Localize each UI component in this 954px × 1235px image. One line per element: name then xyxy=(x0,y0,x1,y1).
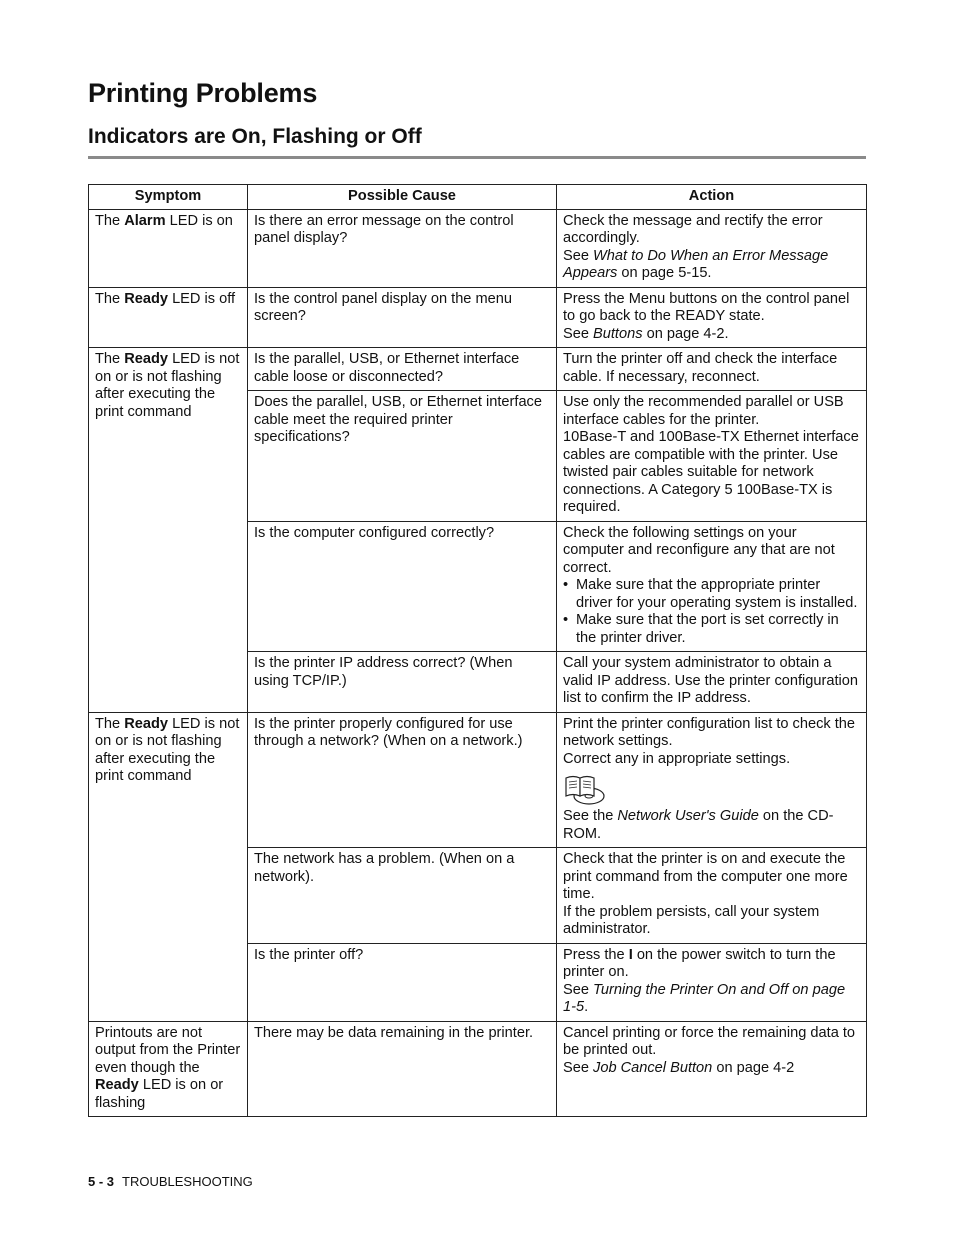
table-row xyxy=(89,287,867,348)
action-text: Cancel printing or force the remaining data to be printed out. xyxy=(563,1024,856,1058)
table-row xyxy=(89,209,867,287)
action-text: 10Base-T and 100Base-TX Ethernet interface cables are compatible with the printer. Use twisted pair cables suitable for network connections. A Category 5 100Base-TX is required. xyxy=(563,429,859,515)
cause-cell: Is the parallel, USB, or Ethernet interface cable loose or disconnected? xyxy=(248,348,557,391)
see-text: See xyxy=(563,1059,594,1076)
see-reference xyxy=(563,326,860,344)
section-divider xyxy=(88,156,866,159)
see-reference xyxy=(563,1060,860,1078)
manual-cd-icon xyxy=(563,774,607,806)
reference-title: Buttons xyxy=(593,325,643,342)
page-title: Printing Problems xyxy=(88,78,318,108)
column-header-symptom: Symptom xyxy=(89,185,248,210)
list-item: • Make sure that the port is set correctly in the printer driver. xyxy=(563,612,860,647)
led-name: Ready xyxy=(95,1077,139,1093)
reference-title: What to Do When an Error Message Appears xyxy=(563,247,829,281)
symptom-cell xyxy=(89,712,248,1021)
symptom-text: LED is off xyxy=(168,290,236,307)
symptom-cell xyxy=(89,209,248,287)
see-text: on page 5-15. xyxy=(617,265,712,281)
action-text-part: Press the xyxy=(563,946,629,963)
action-cell xyxy=(557,1021,867,1117)
symptom-text: Printouts are not output from the Printer even though the xyxy=(95,1024,241,1076)
action-text: Print the printer configuration list to check the network settings. xyxy=(563,715,856,749)
see-reference xyxy=(563,248,860,283)
symptom-text: The xyxy=(95,351,125,367)
cause-cell: Is the printer off? xyxy=(248,943,557,1021)
action-text xyxy=(563,947,860,982)
cause-cell: Is the computer configured correctly? xyxy=(248,521,557,652)
action-cell xyxy=(557,848,867,944)
cause-cell: Is the printer properly configured for use through a network? (When on a network.) xyxy=(248,712,557,848)
action-text: Check that the printer is on and execute the print command from the computer one more time. xyxy=(563,851,848,902)
symptom-text: LED is not on or is not flashing after executing the print command xyxy=(95,351,240,420)
cause-cell: Does the parallel, USB, or Ethernet interface cable meet the required printer specifications? xyxy=(248,391,557,522)
see-text: See xyxy=(563,981,594,998)
power-switch-symbol: I xyxy=(628,946,633,963)
troubleshooting-table xyxy=(88,184,867,1117)
see-text: See xyxy=(563,247,594,264)
symptom-text: The xyxy=(95,212,125,229)
section-subtitle: Indicators are On, Flashing or Off xyxy=(88,125,422,148)
action-cell xyxy=(557,521,867,652)
column-header-cause: Possible Cause xyxy=(248,185,557,210)
see-text: on page 4-2. xyxy=(642,325,729,342)
cause-cell: Is the printer IP address correct? (When using TCP/IP.) xyxy=(248,652,557,713)
action-text: Check the message and rectify the error accordingly. xyxy=(563,212,823,246)
action-cell xyxy=(557,943,867,1021)
action-cell xyxy=(557,391,867,522)
symptom-cell xyxy=(89,287,248,348)
footer-section: TROUBLESHOOTING xyxy=(122,1174,253,1189)
led-name: Alarm xyxy=(124,212,166,229)
table-row xyxy=(89,1021,867,1117)
table-row xyxy=(89,348,867,391)
page-number: 5 - 3 xyxy=(88,1174,115,1189)
symptom-text: The xyxy=(95,290,125,307)
reference-title: Turning the Printer On and Off on page 1-5 xyxy=(563,981,846,1015)
led-name: Ready xyxy=(124,290,169,307)
cause-cell: There may be data remaining in the printer. xyxy=(248,1021,557,1117)
see-text: . xyxy=(584,999,589,1015)
see-text: on page 4-2 xyxy=(712,1059,795,1076)
action-text: Press the Menu buttons on the control panel to go back to the READY state. xyxy=(563,290,850,324)
led-name: Ready xyxy=(124,351,169,367)
symptom-text: LED is not on or is not flashing after executing the print command xyxy=(95,715,240,784)
see-text: See xyxy=(563,325,594,342)
symptom-text: The xyxy=(95,715,125,732)
see-reference xyxy=(563,808,860,843)
column-header-action: Action xyxy=(557,185,867,210)
see-text: See the xyxy=(563,808,618,824)
see-reference xyxy=(563,982,860,1017)
action-cell: Turn the printer off and check the interface cable. If necessary, reconnect. xyxy=(557,348,867,391)
see-text: on the CD-ROM. xyxy=(563,808,834,842)
reference-title: Job Cancel Button xyxy=(593,1059,713,1076)
reference-title: Network User's Guide xyxy=(617,808,759,824)
cause-cell: Is the control panel display on the menu screen? xyxy=(248,287,557,348)
led-name: Ready xyxy=(124,715,169,732)
table-header-row xyxy=(89,185,867,210)
table-row xyxy=(89,712,867,848)
bullet-list xyxy=(563,577,860,647)
list-item: • Make sure that the appropriate printer driver for your operating system is installed. xyxy=(563,577,860,612)
action-cell xyxy=(557,287,867,348)
action-cell xyxy=(557,209,867,287)
symptom-cell xyxy=(89,1021,248,1117)
action-text: Correct any in appropriate settings. xyxy=(563,750,791,767)
action-text: Check the following settings on your computer and reconfigure any that are not correct. xyxy=(563,524,835,576)
action-text: Use only the recommended parallel or USB interface cables for the printer. xyxy=(563,394,844,428)
action-cell xyxy=(557,712,867,848)
symptom-text: LED is on or flashing xyxy=(95,1077,224,1111)
page-footer xyxy=(88,1174,253,1189)
cause-cell: Is there an error message on the control panel display? xyxy=(248,209,557,287)
symptom-cell xyxy=(89,348,248,713)
cause-cell: The network has a problem. (When on a network). xyxy=(248,848,557,944)
action-text-part: on the power switch to turn the printer on. xyxy=(563,946,836,980)
action-cell: Call your system administrator to obtain a valid IP address. Use the printer configuration list to confirm the IP address. xyxy=(557,652,867,713)
action-text: If the problem persists, call your system administrator. xyxy=(563,903,820,937)
symptom-text: LED is on xyxy=(165,212,233,229)
